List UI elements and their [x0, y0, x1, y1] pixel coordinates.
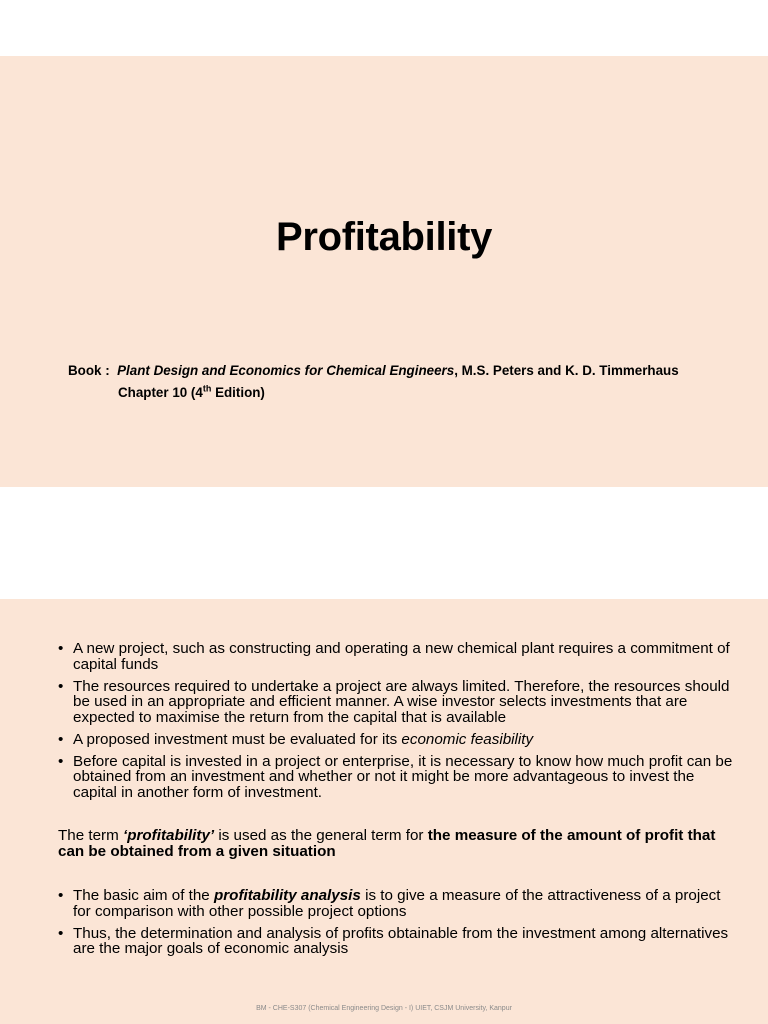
bullet-text: The resources required to undertake a project are always limited. Therefore, the resources should be used in an appropriate and efficient manner. A wise investor selects investments that are expected to maximise the return from the capital that is available — [73, 677, 730, 726]
content-slide — [0, 599, 768, 1024]
bullet-text: The basic aim of the — [73, 887, 214, 904]
bullet-list-intro — [58, 641, 738, 807]
book-prefix: Book : — [68, 363, 110, 378]
book-title: Plant Design and Economics for Chemical Engineers — [117, 363, 455, 378]
definition-paragraph — [58, 828, 738, 859]
bullet-text: Thus, the determination and analysis of profits obtainable from the investment among alternatives are the major goals of economic analysis — [73, 924, 729, 957]
chapter-reference — [118, 385, 265, 400]
bullet-text: A proposed investment must be evaluated for its — [73, 730, 402, 748]
bullet-dot: • — [58, 677, 64, 695]
slide-footer: BM - CHE-S307 (Chemical Engineering Design - I) UIET, CSJM University, Kanpur — [256, 1005, 512, 1012]
bullet-text: A new project, such as constructing and operating a new chemical plant requires a commitment of capital funds — [73, 640, 730, 673]
bullet-item — [58, 888, 738, 919]
chapter-edition: Edition) — [211, 385, 265, 400]
bullet-item — [58, 754, 738, 801]
bullet-emphasis: profitability analysis — [213, 887, 361, 904]
defined-term: ‘profitability’ — [123, 827, 215, 844]
chapter-superscript: th — [202, 383, 212, 394]
bullet-emphasis: economic feasibility — [401, 730, 534, 748]
bullet-text-rest: is to give a measure of the attractiveness of a project for comparison with other possible project options — [73, 887, 721, 920]
title-slide — [0, 56, 768, 487]
bullet-list-analysis — [58, 888, 738, 963]
bullet-dot: • — [58, 752, 64, 770]
bullet-item — [58, 732, 738, 748]
bullet-item — [58, 679, 738, 726]
bullet-item — [58, 926, 738, 957]
bullet-dot: • — [58, 887, 64, 904]
bullet-dot: • — [58, 730, 64, 748]
book-reference — [68, 363, 679, 378]
book-authors: , M.S. Peters and K. D. Timmerhaus — [454, 363, 679, 378]
bullet-text: Before capital is invested in a project or enterprise, it is necessary to know how much profit can be obtained from an investment and whether or not it might be more advantageous to invest the capital in another form of investment. — [73, 752, 733, 801]
bullet-item — [58, 641, 738, 672]
chapter-text: Chapter 10 (4 — [118, 385, 203, 400]
definition-mid: is used as the general term for — [214, 827, 428, 844]
bullet-dot: • — [58, 640, 64, 657]
slide-title: Profitability — [275, 215, 493, 259]
definition-pre: The term — [58, 827, 123, 844]
bullet-dot: • — [58, 924, 64, 942]
definition-bold: the measure of the amount of profit that can be obtained from a given situation — [58, 827, 716, 860]
